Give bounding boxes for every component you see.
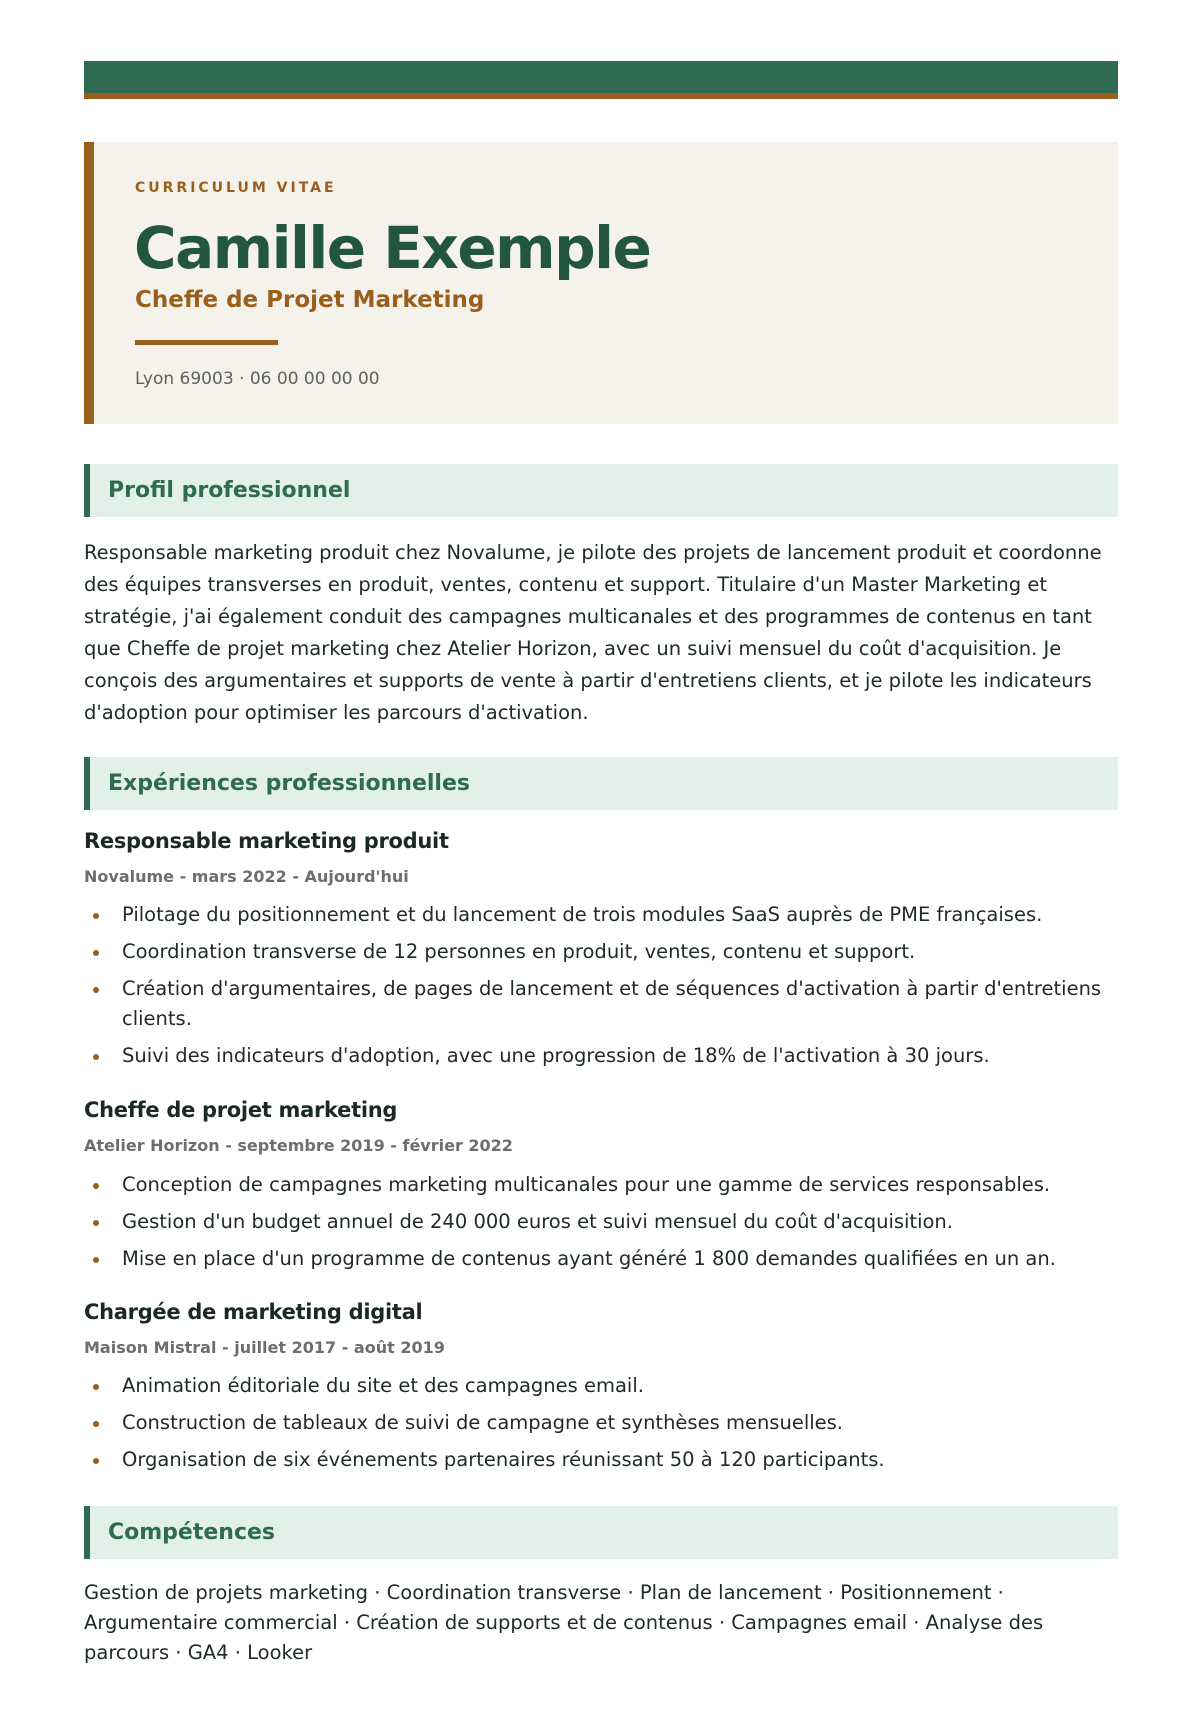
skills-text: Gestion de projets marketing · Coordination transverse · Plan de lancement · Positionnement · Argumentaire commercial · Création de supports et de contenus · Campagnes email · Analyse des parcours · GA4 · Looker (84, 1581, 1044, 1664)
header-divider (135, 340, 278, 345)
experience-title: Chargée de marketing digital (84, 1300, 423, 1324)
experience-bullets (84, 1170, 1118, 1281)
profile-text: Responsable marketing produit chez Novalume, je pilote des projets de lancement produit et coordonne des équipes transverses en produit, ventes, contenu et support. Titulaire d'un Master Marketing et stratégie, j'ai également conduit des campagnes multicanales et des programmes de contenus en tant que Cheffe de projet marketing chez Atelier Horizon, avec un suivi mensuel du coût d'acquisition. Je conçois des argumentaires et supports de vente à partir d'entretiens clients, et je pilote les indicateurs d'adoption pour optimiser les parcours d'activation. (84, 541, 1102, 724)
top-accent-line (84, 93, 1118, 99)
cv-eyebrow: CURRICULUM VITAE (135, 180, 337, 196)
experience-bullets (84, 1371, 1118, 1482)
experience-title: Responsable marketing produit (84, 829, 449, 853)
list-item: Coordination transverse de 12 personnes en produit, ventes, contenu et support. (84, 937, 1118, 967)
top-color-bar (84, 61, 1118, 93)
section-title-experience: Expériences professionnelles (84, 757, 1118, 810)
experience-bullets (84, 900, 1118, 1078)
experience-meta: Novalume - mars 2022 - Aujourd'hui (84, 867, 409, 886)
experience-meta: Atelier Horizon - septembre 2019 - février 2022 (84, 1136, 513, 1155)
list-item: Suivi des indicateurs d'adoption, avec une progression de 18% de l'activation à 30 jours. (84, 1041, 1118, 1071)
list-item: Création d'argumentaires, de pages de lancement et de séquences d'activation à partir d'entretiens clients. (84, 974, 1118, 1034)
candidate-job-title: Cheffe de Projet Marketing (135, 287, 485, 313)
list-item: Organisation de six événements partenaires réunissant 50 à 120 participants. (84, 1445, 1118, 1475)
experience-meta: Maison Mistral - juillet 2017 - août 2019 (84, 1338, 445, 1357)
list-item: Mise en place d'un programme de contenus ayant généré 1 800 demandes qualifiées en un an. (84, 1244, 1118, 1274)
experience-title: Cheffe de projet marketing (84, 1098, 398, 1122)
list-item: Conception de campagnes marketing multicanales pour une gamme de services responsables. (84, 1170, 1118, 1200)
section-title-skills: Compétences (84, 1506, 1118, 1559)
section-title-profile: Profil professionnel (84, 464, 1118, 517)
contact-info: Lyon 69003 · 06 00 00 00 00 (135, 369, 380, 389)
cv-header (84, 142, 1118, 424)
list-item: Construction de tableaux de suivi de campagne et synthèses mensuelles. (84, 1408, 1118, 1438)
candidate-name: Camille Exemple (134, 214, 651, 282)
list-item: Pilotage du positionnement et du lancement de trois modules SaaS auprès de PME françaises. (84, 900, 1118, 930)
list-item: Animation éditoriale du site et des campagnes email. (84, 1371, 1118, 1401)
list-item: Gestion d'un budget annuel de 240 000 euros et suivi mensuel du coût d'acquisition. (84, 1207, 1118, 1237)
